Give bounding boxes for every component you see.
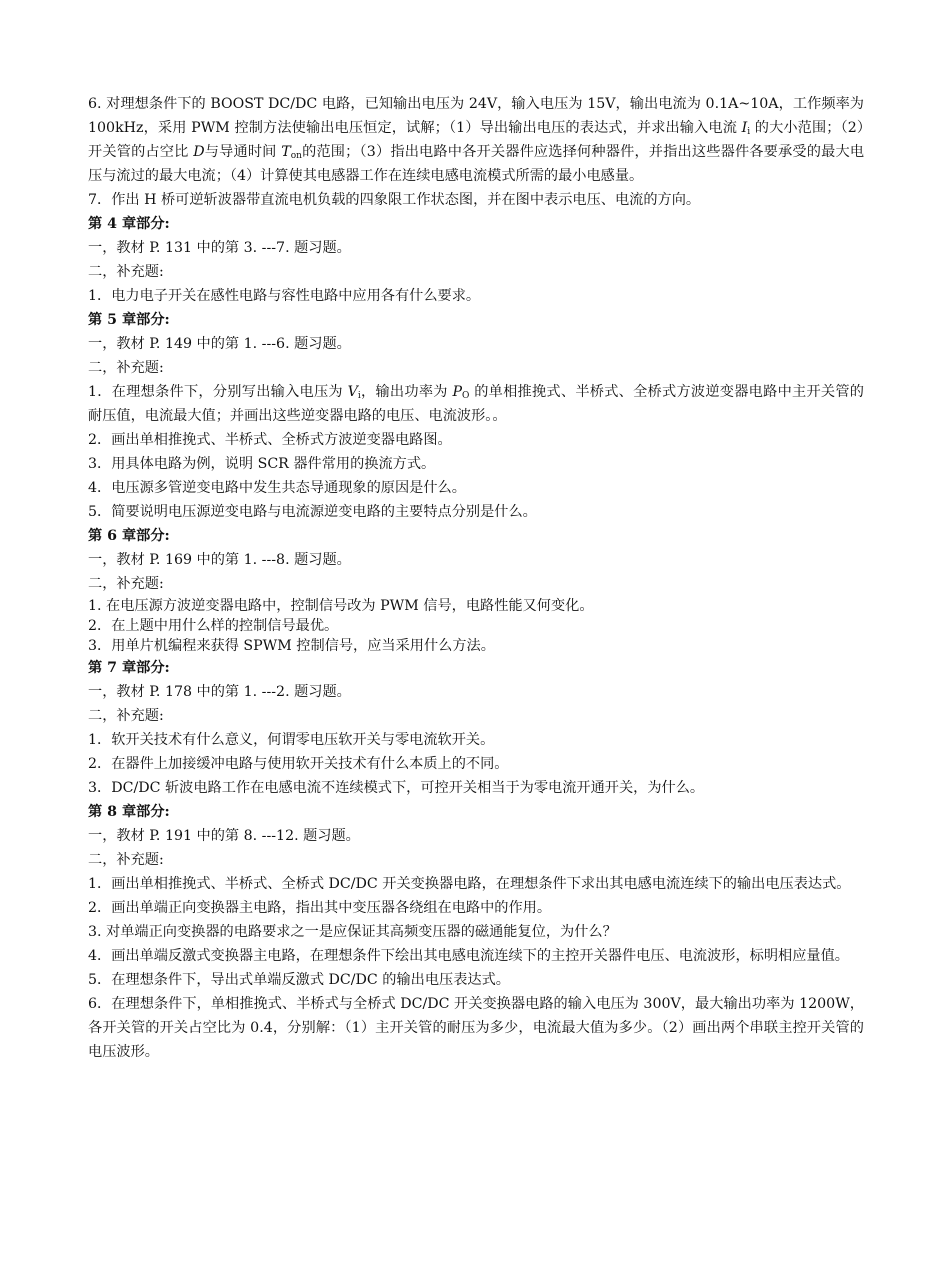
paragraph [88,260,864,284]
text-run: 与导通时间 [204,144,282,160]
text-run: 第 7 章部分: [88,660,170,676]
text-run: 的大小范围；（2）开关管的占空比 [88,120,864,160]
chapter-heading [88,212,864,236]
text-run: 2．在上题中用什么样的控制信号最优。 [88,618,339,634]
paragraph [88,704,864,728]
text-run: 一，教材 P. 131 中的第 3. ---7. 题习题。 [88,240,351,256]
paragraph [88,188,864,212]
paragraph [88,332,864,356]
paragraph [88,356,864,380]
text-run: 一，教材 P. 169 中的第 1. ---8. 题习题。 [88,552,351,568]
paragraph [88,680,864,704]
italic-symbol: T [281,144,291,160]
text-run: 二，补充题: [88,360,164,376]
text-run: 3．用单片机编程来获得 SPWM 控制信号，应当采用什么方法。 [88,638,495,654]
text-run: 2．画出单相推挽式、半桥式、全桥式方波逆变器电路图。 [88,432,452,448]
text-run: 1．在理想条件下，分别写出输入电压为 [88,384,348,400]
chapter-heading [88,800,864,824]
text-run: 一，教材 P. 149 中的第 1. ---6. 题习题。 [88,336,351,352]
text-run: 3．用具体电路为例，说明 SCR 器件常用的换流方式。 [88,456,436,472]
paragraph [88,572,864,596]
text-run: 4．电压源多管逆变电路中发生共态导通现象的原因是什么。 [88,480,466,496]
text-run: 二，补充题: [88,264,164,280]
paragraph [88,752,864,776]
subscript: on [290,151,302,161]
paragraph [88,548,864,572]
text-run: 6．在理想条件下，单相推挽式、半桥式与全桥式 DC/DC 开关变换器电路的输入电压为 300V，最大输出功率为 1200W，各开关管的开关占空比为 0.4，分别解：（1）主开关管的耐压为多少，电流最大值为多少。（2）画出两个串联主控开关管的电压波形。 [88,996,864,1060]
italic-symbol: D [193,144,205,160]
paragraph [88,500,864,524]
text-run: 5．在理想条件下，导出式单端反激式 DC/DC 的输出电压表达式。 [88,972,510,988]
paragraph [88,428,864,452]
paragraph [88,636,864,656]
text-run: 3．DC/DC 斩波电路工作在电感电流不连续模式下，可控开关相当于为零电流开通开关，为什么。 [88,780,705,796]
text-run: 1．软开关技术有什么意义，何谓零电压软开关与零电流软开关。 [88,732,495,748]
text-run: 2．画出单端正向变换器主电路，指出其中变压器各绕组在电路中的作用。 [88,900,552,916]
text-run: 一，教材 P. 191 中的第 8. ---12. 题习题。 [88,828,360,844]
paragraph [88,824,864,848]
chapter-heading [88,308,864,332]
paragraph [88,848,864,872]
paragraph [88,452,864,476]
chapter-heading [88,524,864,548]
text-run: 1．电力电子开关在感性电路与容性电路中应用各有什么要求。 [88,288,481,304]
italic-symbol: P [452,384,463,400]
chapter-heading [88,656,864,680]
text-run: 第 6 章部分: [88,528,170,544]
text-run: 二，补充题: [88,576,164,592]
text-run: 7．作出 H 桥可逆斩波器带直流电机负载的四象限工作状态图，并在图中表示电压、电流的方向。 [88,192,701,208]
paragraph [88,596,864,616]
text-run: 第 4 章部分: [88,216,170,232]
text-run: 一，教材 P. 178 中的第 1. ---2. 题习题。 [88,684,351,700]
paragraph [88,920,864,944]
text-run: 2．在器件上加接缓冲电路与使用软开关技术有什么本质上的不同。 [88,756,509,772]
text-run: 二，补充题: [88,708,164,724]
subscript: i [747,127,751,137]
text-run: 1．画出单相推挽式、半桥式、全桥式 DC/DC 开关变换器电路，在理想条件下求出其电感电流连续下的输出电压表达式。 [88,876,851,892]
text-run: 5．简要说明电压源逆变电路与电流源逆变电路的主要特点分别是什么。 [88,504,537,520]
text-run: 4．画出单端反激式变换器主电路，在理想条件下绘出其电感电流连续下的主控开关器件电压、电流波形，标明相应量值。 [88,948,849,964]
text-run: 的范围；（3）指出电路中各开关器件应选择何种器件，并指出这些器件各要承受的最大电压与流过的最大电流；（4）计算使其电感器工作在连续电感电流模式所需的最小电感量。 [88,144,865,184]
text-run: 第 5 章部分: [88,312,170,328]
paragraph [88,236,864,260]
paragraph [88,616,864,636]
paragraph [88,992,864,1064]
text-run: 的单相推挽式、半桥式、全桥式方波逆变器电路中主开关管的耐压值，电流最大值；并画出这些逆变器电路的电压、电流波形。。 [88,384,864,424]
document-page [88,92,864,1064]
paragraph [88,92,864,188]
paragraph [88,776,864,800]
subscript: O [462,391,470,401]
paragraph [88,968,864,992]
text-run: 1. 在电压源方波逆变器电路中，控制信号改为 PWM 信号，电路性能又何变化。 [88,598,594,614]
paragraph [88,476,864,500]
paragraph [88,872,864,896]
italic-symbol: I [741,120,748,136]
italic-symbol: V [347,384,358,400]
text-run: 二，补充题: [88,852,164,868]
paragraph [88,896,864,920]
paragraph [88,380,864,428]
paragraph [88,728,864,752]
paragraph [88,944,864,968]
text-run: 3. 对单端正向变换器的电路要求之一是应保证其高频变压器的磁通能复位，为什么？ [88,924,617,940]
text-run: 6. 对理想条件下的 BOOST DC/DC 电路，已知输出电压为 24V，输入电压为 15V，输出电流为 0.1A~10A，工作频率为 100kHz，采用 PWM 控制方法使输出电压恒定，试解；（1）导出输出电压的表达式，并求出输入电流 [88,96,864,136]
subscript: i [357,391,361,401]
text-run: 第 8 章部分: [88,804,170,820]
paragraph [88,284,864,308]
text-run: ，输出功率为 [360,384,453,400]
